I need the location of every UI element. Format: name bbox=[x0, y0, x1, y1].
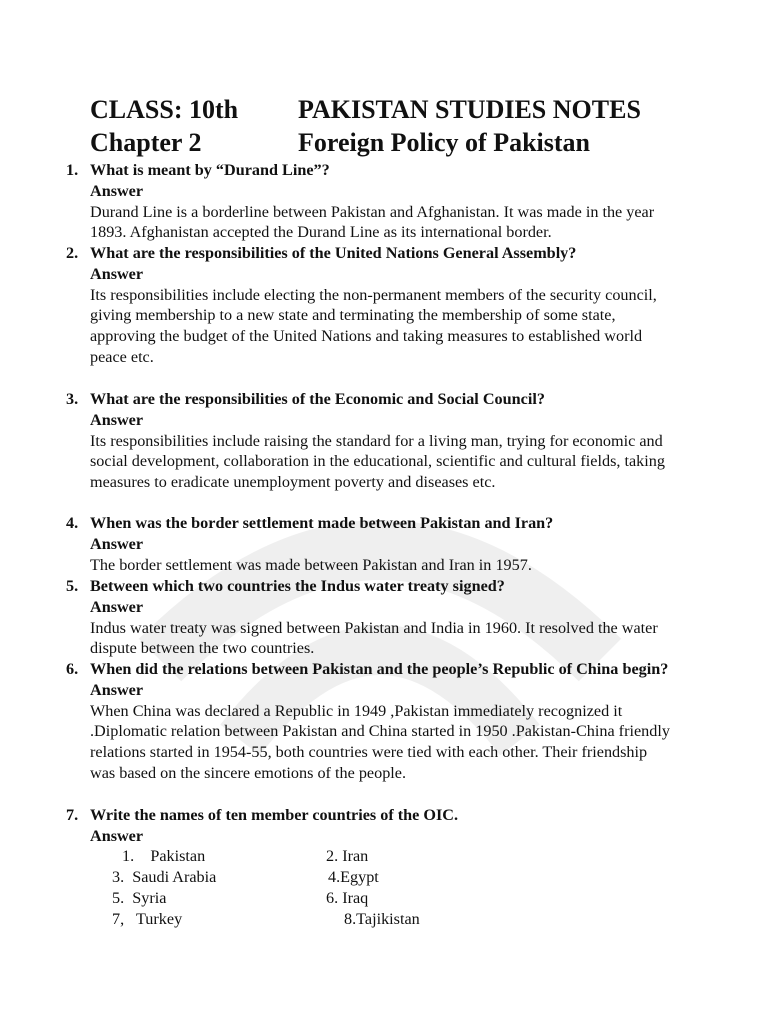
oic-country-2: 2. Iran bbox=[326, 847, 369, 865]
answer-label: Answer bbox=[90, 534, 144, 553]
question-number: 4. bbox=[66, 514, 79, 532]
question-text: Write the names of ten member countries of the OIC. bbox=[90, 806, 459, 824]
question-number: 3. bbox=[66, 390, 79, 408]
answer-text: When China was declared a Republic in 1949 ,Pakistan immediately recognized it .Diplomatic relation between Pakistan and China started in 1950 .Pakistan-China friendly relations started in 1954-55, both countries were tied with each other. Their friendship was based on the sincere emotions of the people. bbox=[90, 701, 670, 782]
answer-text: Its responsibilities include raising the standard for a living man, trying for economic and social development, collaboration in the educational, scientific and cultural fields, taking measures to eradicate unemployment poverty and diseases etc. bbox=[90, 431, 665, 492]
question-block-6 bbox=[66, 659, 676, 784]
question-block-7 bbox=[66, 805, 676, 847]
answer-label: Answer bbox=[90, 410, 144, 429]
answer-text: Indus water treaty was signed between Pakistan and India in 1960. It resolved the water dispute between the two countries. bbox=[90, 618, 658, 658]
answer-label: Answer bbox=[90, 264, 144, 283]
answer-label: Answer bbox=[90, 181, 144, 200]
oic-country-7: 7, Turkey bbox=[112, 910, 183, 928]
oic-country-3: 3. Saudi Arabia bbox=[112, 868, 217, 886]
class-label: CLASS: 10th bbox=[90, 95, 239, 124]
answer-label: Answer bbox=[90, 680, 144, 699]
question-text: What is meant by “Durand Line”? bbox=[90, 161, 330, 179]
question-text: When was the border settlement made between Pakistan and Iran? bbox=[90, 514, 554, 532]
question-number: 5. bbox=[66, 577, 79, 595]
oic-country-1: 1. Pakistan bbox=[122, 847, 206, 865]
oic-country-6: 6. Iraq bbox=[326, 889, 369, 907]
question-text: What are the responsibilities of the Economic and Social Council? bbox=[90, 390, 545, 408]
question-number: 2. bbox=[66, 244, 79, 262]
oic-country-8: 8.Tajikistan bbox=[344, 910, 420, 928]
subject-title: PAKISTAN STUDIES NOTES bbox=[298, 95, 641, 124]
chapter-title: Foreign Policy of Pakistan bbox=[298, 128, 591, 157]
oic-country-5: 5. Syria bbox=[112, 889, 167, 907]
question-block-1 bbox=[66, 160, 676, 243]
question-block-2 bbox=[66, 243, 676, 368]
question-text: What are the responsibilities of the United Nations General Assembly? bbox=[90, 244, 577, 262]
question-text: When did the relations between Pakistan and the people’s Republic of China begin? bbox=[90, 660, 669, 678]
question-number: 1. bbox=[66, 161, 79, 179]
oic-country-4: 4.Egypt bbox=[328, 868, 379, 886]
answer-text: The border settlement was made between Pakistan and Iran in 1957. bbox=[90, 555, 532, 574]
question-text: Between which two countries the Indus water treaty signed? bbox=[90, 577, 505, 595]
question-block-3 bbox=[66, 389, 676, 493]
answer-label: Answer bbox=[90, 826, 144, 845]
chapter-label: Chapter 2 bbox=[90, 128, 202, 157]
answer-text: Its responsibilities include electing the non-permanent members of the security council, giving membership to a new state and terminating the membership of some state, approving the budget of the United Nations and taking measures to established world peace etc. bbox=[90, 285, 657, 366]
answer-label: Answer bbox=[90, 597, 144, 616]
question-number: 7. bbox=[66, 806, 79, 824]
answer-text: Durand Line is a borderline between Pakistan and Afghanistan. It was made in the year 1893. Afghanistan accepted the Durand Line as its international border. bbox=[90, 202, 655, 242]
question-block-5 bbox=[66, 576, 676, 659]
question-block-4 bbox=[66, 513, 676, 575]
question-number: 6. bbox=[66, 660, 79, 678]
